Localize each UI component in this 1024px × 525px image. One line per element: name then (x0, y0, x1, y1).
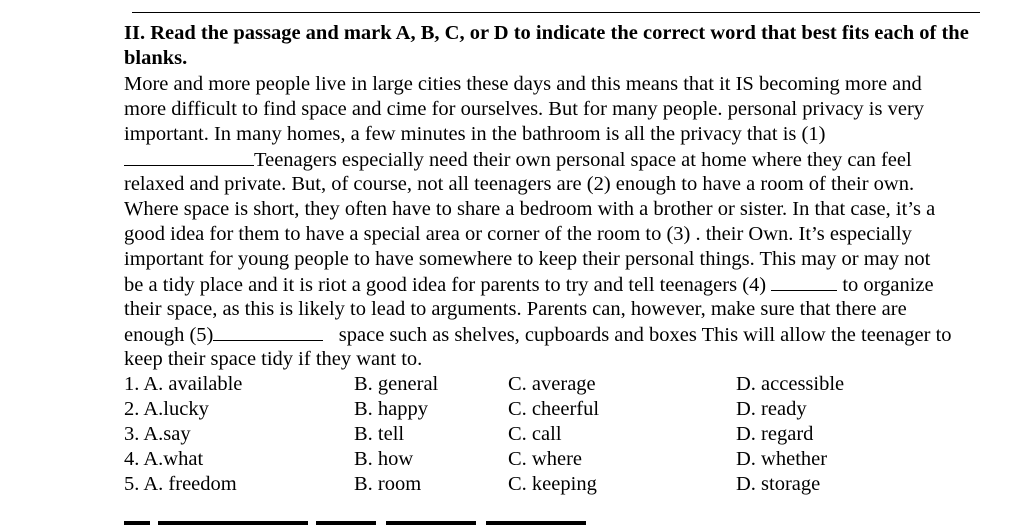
section-heading: II. Read the passage and mark A, B, C, or D to indicate the correct word that best fits each of the blanks. (124, 22, 969, 69)
passage-line: relaxed and private. But, of course, not all teenagers are (2) enough to have a room of their own. (124, 173, 915, 195)
option-d: D. ready (736, 398, 807, 420)
passage-text: enough (5) (124, 324, 214, 346)
option-c: C. where (508, 448, 583, 470)
option-d: D. regard (736, 423, 814, 445)
passage-line: their space, as this is likely to lead to arguments. Parents can, however, make sure that there are (124, 298, 907, 320)
passage-line (124, 147, 1004, 172)
option-c: C. call (508, 423, 562, 445)
blank-1 (124, 147, 254, 166)
passage-line (124, 272, 1004, 297)
cut-off-text (158, 521, 308, 525)
question-row (124, 447, 1004, 472)
cut-off-text (316, 521, 376, 525)
option-a: 2. A.lucky (124, 398, 209, 420)
passage-line: important for young people to have somewhere to keep their personal things. This may or may not (124, 248, 931, 270)
passage-line: more difficult to find space and cime for ourselves. But for many people. personal privacy is very (124, 98, 925, 120)
option-a: 3. A.say (124, 423, 191, 445)
passage (124, 72, 1004, 372)
option-a: 4. A.what (124, 448, 204, 470)
option-c: C. keeping (508, 473, 597, 495)
option-c: C. cheerful (508, 398, 600, 420)
answer-options (124, 372, 1004, 497)
question-row (124, 422, 1004, 447)
option-c: C. average (508, 373, 596, 395)
question-row (124, 372, 1004, 397)
passage-text: Teenagers especially need their own personal space at home where they can feel (254, 149, 912, 171)
passage-text: space such as shelves, cupboards and boxes This will allow the teenager to (338, 324, 952, 346)
option-b: B. room (354, 473, 422, 495)
option-a: 5. A. freedom (124, 473, 237, 495)
passage-line: keep their space tidy if they want to. (124, 348, 423, 370)
top-rule (132, 12, 980, 13)
cut-off-text (386, 521, 476, 525)
passage-line: important. In many homes, a few minutes in the bathroom is all the privacy that is (1) (124, 123, 826, 145)
option-b: B. general (354, 373, 439, 395)
passage-line: More and more people live in large cities these days and this means that it IS becoming more and (124, 73, 922, 95)
passage-text: be a tidy place and it is riot a good idea for parents to try and tell teenagers (4) (124, 274, 767, 296)
passage-line: Where space is short, they often have to share a bedroom with a brother or sister. In that case, it’s a (124, 198, 936, 220)
passage-line (124, 322, 1004, 347)
option-b: B. happy (354, 398, 429, 420)
option-a: 1. A. available (124, 373, 243, 395)
question-row (124, 397, 1004, 422)
blank-5 (213, 322, 323, 341)
option-b: B. tell (354, 423, 405, 445)
option-d: D. accessible (736, 373, 845, 395)
option-b: B. how (354, 448, 414, 470)
option-d: D. storage (736, 473, 821, 495)
cut-off-text (124, 521, 150, 525)
question-row (124, 472, 1004, 497)
cut-off-next-heading (124, 514, 594, 525)
passage-text: to organize (842, 274, 934, 296)
passage-line: good idea for them to have a special area or corner of the room to (3) . their Own. It’s especially (124, 223, 912, 245)
cut-off-text (486, 521, 586, 525)
blank-4 (771, 272, 837, 291)
option-d: D. whether (736, 448, 828, 470)
